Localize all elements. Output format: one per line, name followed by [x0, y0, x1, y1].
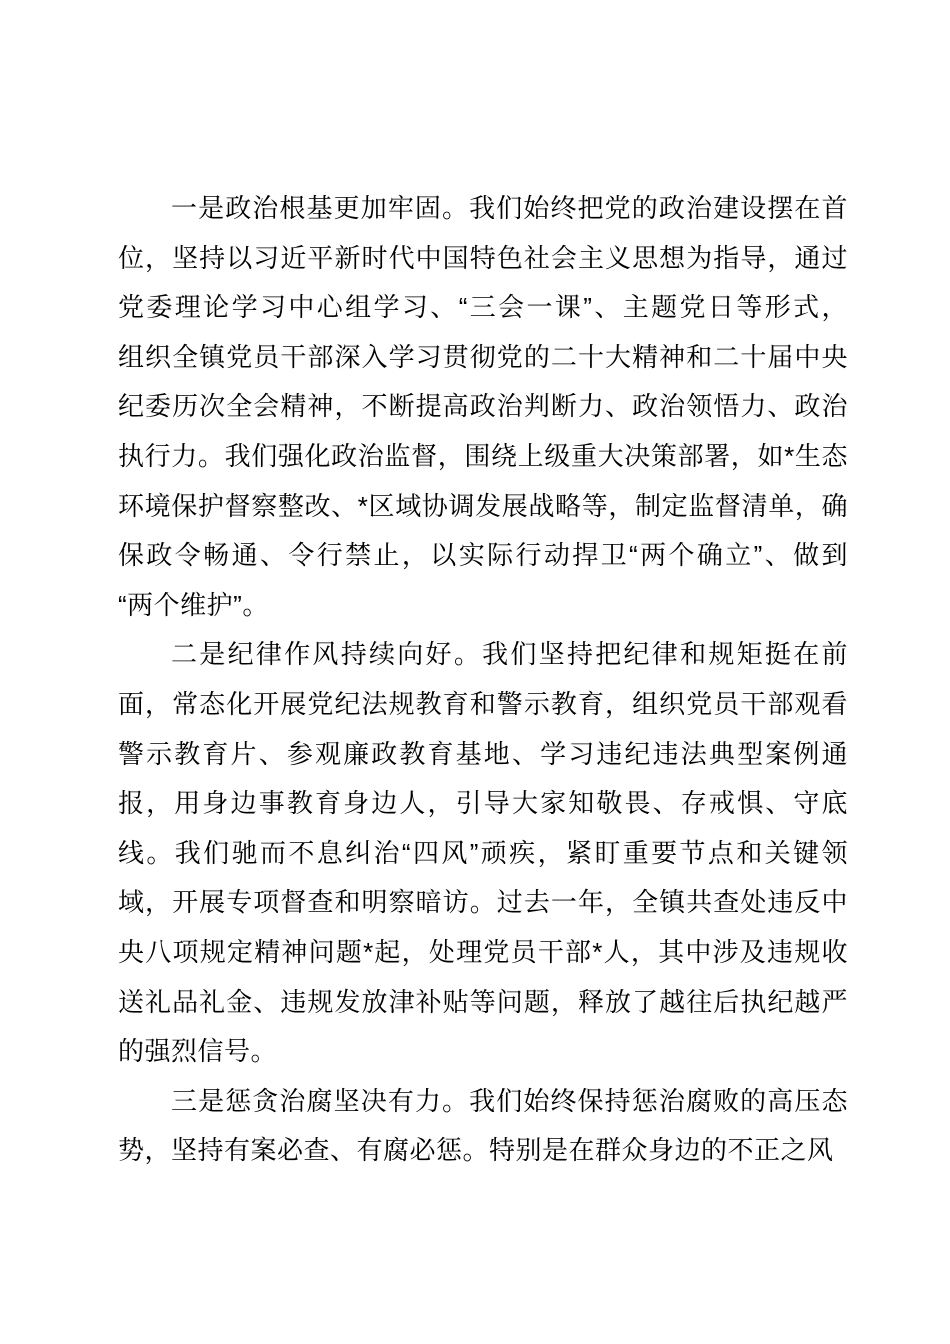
- paragraph-2: [118, 630, 848, 1076]
- text-line: 环境保护督察整改、*区域协调发展战略等，制定监督清单，确: [118, 490, 848, 521]
- document-text-block: [118, 184, 848, 1176]
- text-line: 一是政治根基更加牢固。我们始终把党的政治建设摆在首: [171, 193, 848, 223]
- text-line: 域，开展专项督查和明察暗访。过去一年，全镇共查处违反中: [118, 887, 848, 918]
- text-line: 的强烈信号。: [118, 1036, 278, 1067]
- text-line: “两个维护”。: [118, 589, 269, 620]
- text-line: 三是惩贪治腐坚决有力。我们始终保持惩治腐败的高压态: [171, 1085, 848, 1116]
- text-line: 警示教育片、参观廉政教育基地、学习违纪违法典型案例通: [118, 738, 848, 769]
- text-line: 势，坚持有案必查、有腐必惩。特别是在群众身边的不正之风: [118, 1135, 834, 1166]
- text-line: 执行力。我们强化政治监督，围绕上级重大决策部署，如*生态: [118, 440, 848, 471]
- text-line: 二是纪律作风持续向好。我们坚持把纪律和规矩挺在前: [171, 639, 848, 670]
- text-line: 报，用身边事教育身边人，引导大家知敬畏、存戒惧、守底: [118, 788, 848, 819]
- paragraph-1: [118, 184, 848, 630]
- text-line: 位，坚持以习近平新时代中国特色社会主义思想为指导，通过: [118, 242, 848, 273]
- text-line: 线。我们驰而不息纠治“四风”顽疾，紧盯重要节点和关键领: [118, 837, 848, 868]
- paragraph-3: [118, 1077, 848, 1176]
- text-line: 组织全镇党员干部深入学习贯彻党的二十大精神和二十届中央: [118, 341, 848, 372]
- text-line: 面，常态化开展党纪法规教育和警示教育，组织党员干部观看: [118, 688, 848, 719]
- text-line: 保政令畅通、令行禁止，以实际行动捍卫“两个确立”、做到: [118, 540, 848, 571]
- text-line: 央八项规定精神问题*起，处理党员干部*人，其中涉及违规收: [118, 936, 848, 967]
- text-line: 党委理论学习中心组学习、“三会一课”、主题党日等形式，: [118, 292, 848, 323]
- text-line: 纪委历次全会精神，不断提高政治判断力、政治领悟力、政治: [118, 391, 848, 422]
- text-line: 送礼品礼金、违规发放津补贴等问题，释放了越往后执纪越严: [118, 986, 848, 1017]
